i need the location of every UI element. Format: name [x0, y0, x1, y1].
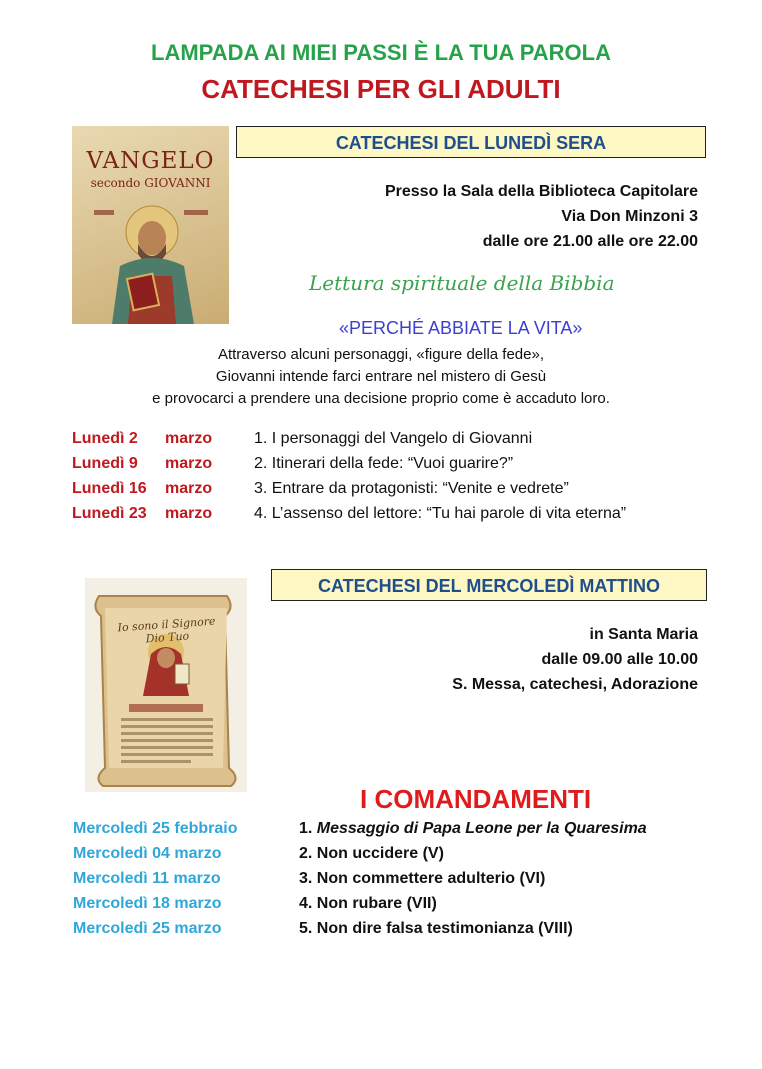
- monday-topic: 4. L’assenso del lettore: “Tu hai parole di vita eterna”: [254, 505, 627, 522]
- monday-theme: «PERCHÉ ABBIATE LA VITA»: [339, 318, 583, 338]
- page-heading: LAMPADA AI MIEI PASSI È LA TUA PAROLA: [151, 40, 611, 65]
- monday-description-line: Attraverso alcuni personaggi, «figure della fede»,: [217, 346, 545, 363]
- wednesday-topic: [299, 920, 573, 938]
- monday-time: dalle ore 21.00 alle ore 22.00: [482, 233, 698, 250]
- topic-number: 2.: [299, 845, 313, 862]
- wednesday-date: Mercoledì 18 marzo: [73, 895, 222, 912]
- topic-text: Messaggio di Papa Leone per la Quaresima: [316, 820, 647, 837]
- scroll-heading: Io sono il Signore Dio Tuo: [117, 614, 216, 646]
- book-cover-title: VANGELO: [86, 148, 215, 174]
- wednesday-date: Mercoledì 25 marzo: [73, 920, 222, 937]
- topic-text: Non dire falsa testimonianza (VIII): [316, 920, 573, 937]
- monday-date: Lunedì 2: [72, 430, 138, 447]
- topic-text: Non uccidere (V): [316, 845, 444, 862]
- wednesday-date: Mercoledì 25 febbraio: [73, 820, 238, 837]
- monday-date: Lunedì 16: [72, 480, 147, 497]
- monday-place-line1: Presso la Sala della Biblioteca Capitolare: [384, 183, 698, 200]
- wednesday-topic: [299, 870, 545, 888]
- monday-month: marzo: [165, 480, 213, 497]
- wednesday-morning-banner: CATECHESI DEL MERCOLEDÌ MATTINO: [271, 569, 707, 601]
- monday-description-line: e provocarci a prendere una decisione proprio come è accaduto loro.: [152, 390, 610, 407]
- monday-month: marzo: [165, 505, 213, 522]
- topic-number: 1.: [299, 820, 313, 837]
- page-title: CATECHESI PER GLI ADULTI: [201, 74, 561, 104]
- topic-text: Non commettere adulterio (VI): [316, 870, 546, 887]
- monday-place-line2: Via Don Minzoni 3: [561, 208, 698, 225]
- topic-number: 4.: [299, 895, 313, 912]
- commandments-title: I COMANDAMENTI: [360, 784, 592, 814]
- monday-month: marzo: [165, 455, 213, 472]
- wednesday-place: in Santa Maria: [589, 626, 698, 643]
- scroll-icon: [85, 578, 247, 792]
- wednesday-time: dalle 09.00 alle 10.00: [541, 651, 698, 668]
- saint-john-icon: [72, 126, 229, 324]
- monday-date: Lunedì 9: [72, 455, 138, 472]
- gospel-book-cover-image: [72, 126, 229, 324]
- topic-number: 3.: [299, 870, 313, 887]
- book-cover-subtitle: secondo GIOVANNI: [90, 176, 211, 190]
- monday-evening-banner: CATECHESI DEL LUNEDÌ SERA: [236, 126, 706, 158]
- wednesday-date: Mercoledì 04 marzo: [73, 845, 222, 862]
- wednesday-topic: [299, 895, 437, 913]
- wednesday-date: Mercoledì 11 marzo: [73, 870, 221, 887]
- wednesday-program: S. Messa, catechesi, Adorazione: [452, 676, 698, 693]
- wednesday-topic: [299, 845, 444, 863]
- monday-topic: 1. I personaggi del Vangelo di Giovanni: [254, 430, 533, 447]
- monday-month: marzo: [165, 430, 213, 447]
- topic-number: 5.: [299, 920, 313, 937]
- commandments-scroll-image: [85, 578, 247, 792]
- topic-text: Non rubare (VII): [316, 895, 437, 912]
- monday-description-line: Giovanni intende farci entrare nel mistero di Gesù: [215, 368, 547, 385]
- monday-topic: 3. Entrare da protagonisti: “Venite e vedrete”: [254, 480, 569, 497]
- monday-topic: 2. Itinerari della fede: “Vuoi guarire?”: [254, 455, 514, 472]
- monday-date: Lunedì 23: [72, 505, 147, 522]
- wednesday-topic: [299, 820, 647, 838]
- monday-subtitle: Lettura spirituale della Bibbia: [309, 271, 615, 295]
